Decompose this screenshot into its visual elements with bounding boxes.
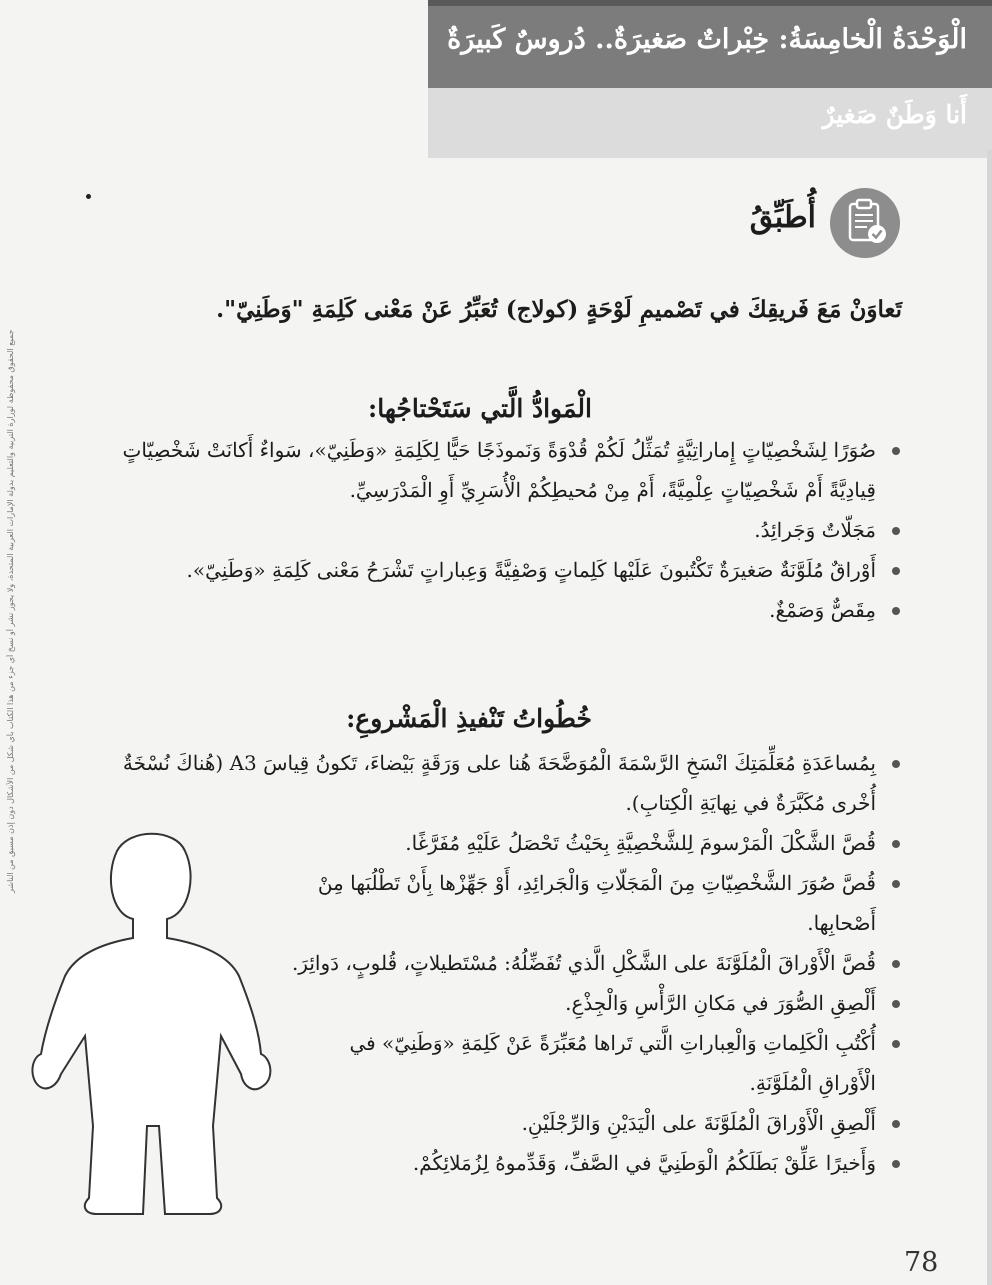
materials-heading: الْمَوادُّ الَّتي سَتَحْتاجُها: xyxy=(368,394,592,423)
person-outline-icon xyxy=(25,826,275,1220)
list-item: قُصَّ الْأَوْراقَ الْمُلَوَّنَةَ على الشَّكْلِ الَّذي تُفَضِّلُهُ: مُسْتَطيلاتٍ، قُلوبٍ، دَوائِرَ. xyxy=(276,943,902,983)
list-item: أَوْراقٌ مُلَوَّنَةٌ صَغيرَةٌ تَكْتُبونَ عَلَيْها كَلِماتٍ وَصْفِيَّةً وَعِباراتٍ تَشْرَحُ مَعْنى كَلِمَةِ «وَطَنِيّ». xyxy=(80,550,902,590)
list-item: بِمُساعَدَةِ مُعَلِّمَتِكَ انْسَخِ الرَّسْمَةَ الْمُوَضَّحَةَ هُنا على وَرَقَةٍ بَيْضاءَ، تَكونُ قِياسَ A3 (هُناكَ نُسْخَةٌ أُخْرى مُكَبَّرَةٌ في نِهايَةِ الْكِتابِ). xyxy=(80,743,902,823)
list-item: أُكْتُبِ الْكَلِماتِ وَالْعِباراتِ الَّتي تَراها مُعَبِّرَةً عَنْ كَلِمَةِ «وَطَنِيّ» في الْأَوْراقِ الْمُلَوَّنَةِ. xyxy=(296,1023,902,1103)
practice-label: أُطَبِّقُ xyxy=(749,200,816,235)
stray-dot xyxy=(86,194,91,199)
page-edge xyxy=(987,150,992,1285)
unit-header xyxy=(428,0,992,88)
list-item: قُصَّ الشَّكْلَ الْمَرْسومَ لِلشَّخْصِيَّةِ بِحَيْثُ تَحْصَلُ عَلَيْهِ مُفَرَّغًا. xyxy=(276,823,902,863)
steps-heading: خُطُواتُ تَنْفيذِ الْمَشْروعِ: xyxy=(346,704,592,733)
list-item: أَلْصِقِ الصُّوَرَ في مَكانِ الرَّأْسِ وَالْجِذْعِ. xyxy=(276,983,902,1023)
instruction-text: تَعاوَنْ مَعَ فَريقِكَ في تَصْميمِ لَوْحَةٍ (كولاج) تُعَبِّرُ عَنْ مَعْنى كَلِمَةِ "وَطَنِيّ". xyxy=(216,296,902,323)
clipboard-check-icon xyxy=(830,188,900,258)
list-item: مَجَلّاتٌ وَجَرائِدُ. xyxy=(80,510,902,550)
lesson-header xyxy=(428,88,992,158)
unit-title: الْوَحْدَةُ الْخامِسَةُ: خِبْراتٌ صَغيرَةٌ.. دُروسٌ كَبيرَةٌ xyxy=(447,24,967,55)
materials-list xyxy=(80,430,902,630)
list-item: وَأَخيرًا عَلِّقْ بَطَلَكُمُ الْوَطَنِيَّ في الصَّفِّ، وَقَدِّموهُ لِزُمَلائِكُمْ. xyxy=(296,1143,902,1183)
list-item: قُصَّ صُوَرَ الشَّخْصِيّاتِ مِنَ الْمَجَلّاتِ وَالْجَرائِدِ، أَوْ جَهِّزْها بِأَنْ تَطْلُبَها مِنْ أَصْحابِها. xyxy=(276,863,902,943)
lesson-title: أَنا وَطَنٌ صَغيرٌ xyxy=(822,100,967,129)
list-item: صُوَرًا لِشَخْصِيّاتٍ إِماراتِيَّةٍ تُمَثِّلُ لَكُمْ قُدْوَةً وَنَموذَجًا حَيًّا لِكَلِمَةِ «وَطَنِيّ»، سَواءٌ أَكانَتْ شَخْصِيّاتٍ قِيادِيَّةً أَمْ شَخْصِيّاتٍ عِلْمِيَّةً، أَمْ مِنْ مُحيطِكُمْ الْأُسَرِيِّ أَوِ الْمَدْرَسِيِّ. xyxy=(80,430,902,510)
copyright-note: جميع الحقوق محفوظة لوزارة التربية والتعليم بدولة الإمارات العربية المتحدة، ولا يجوز نشر أو نسخ أي جزء من هذا الكتاب بأي شكل من الأشكال دون إذن مسبق من الناشر xyxy=(6,330,15,894)
list-item: أَلْصِقِ الْأَوْراقَ الْمُلَوَّنَةَ على الْيَدَيْنِ وَالرِّجْلَيْنِ. xyxy=(296,1103,902,1143)
page-number: 78 xyxy=(904,1247,939,1278)
list-item: مِقَصٌّ وَصَمْغٌ. xyxy=(80,590,902,630)
